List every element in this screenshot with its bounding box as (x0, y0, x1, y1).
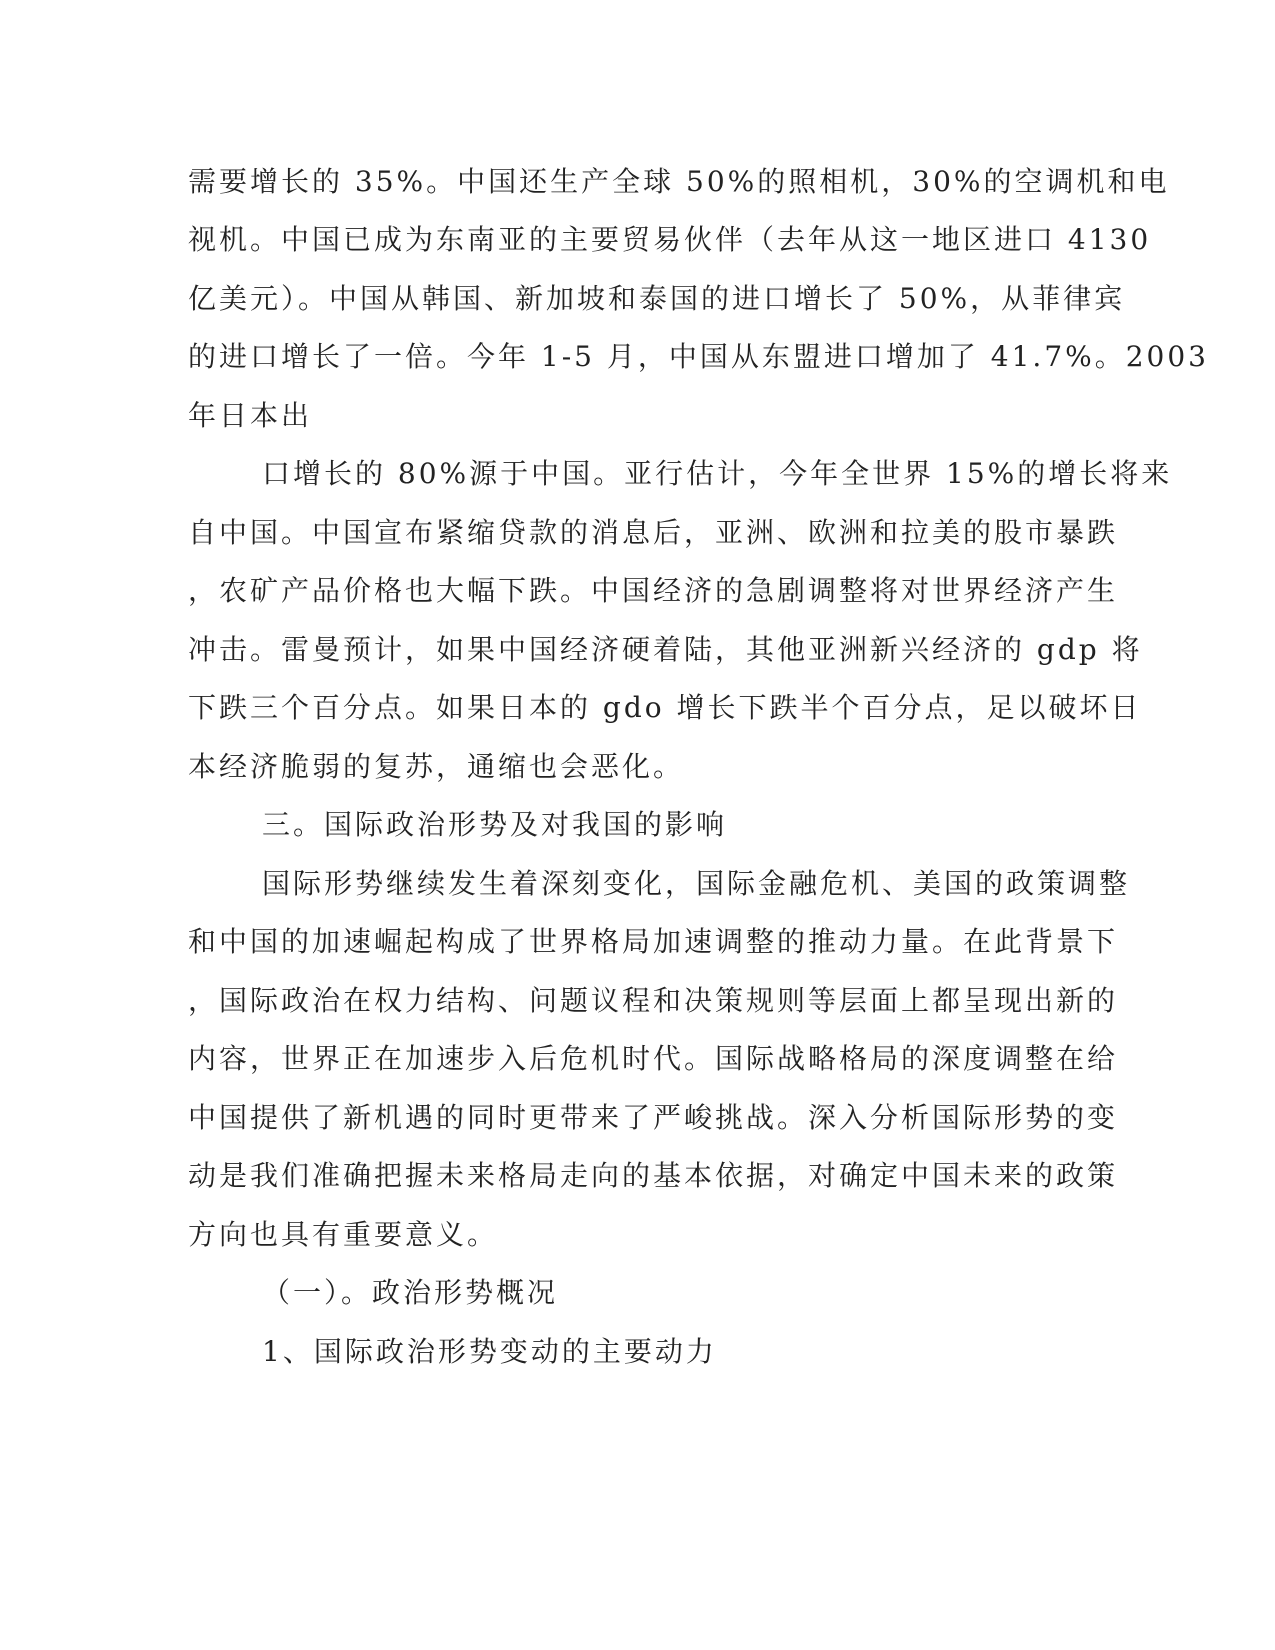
text-line-19: 方向也具有重要意义。 (188, 1218, 499, 1251)
section-heading: 三。国际政治形势及对我国的影响 (262, 808, 728, 841)
text-line-8: ，农矿产品价格也大幅下跌。中国经济的急剧调整将对世界经济产生 (188, 574, 1119, 607)
subsection-heading: （一）。政治形势概况 (262, 1276, 559, 1309)
text-line-1: 需要增长的 35%。中国还生产全球 50%的照相机，30%的空调机和电 (188, 165, 1170, 198)
text-line-17: 中国提供了新机遇的同时更带来了严峻挑战。深入分析国际形势的变 (188, 1101, 1119, 1134)
text-line-14: 和中国的加速崛起构成了世界格局加速调整的推动力量。在此背景下 (188, 925, 1119, 958)
text-line-15: ，国际政治在权力结构、问题议程和决策规则等层面上都呈现出新的 (188, 984, 1119, 1017)
text-line-5: 年日本出 (188, 399, 313, 432)
text-line-3: 亿美元）。中国从韩国、新加坡和泰国的进口增长了 50%，从菲律宾 (188, 282, 1126, 315)
text-line-2: 视机。中国已成为东南亚的主要贸易伙伴（去年从这一地区进口 4130 (188, 223, 1152, 256)
text-line-16: 内容，世界正在加速步入后危机时代。国际战略格局的深度调整在给 (188, 1042, 1119, 1075)
text-line-4: 的进口增长了一倍。今年 1-5 月，中国从东盟进口增加了 41.7%。2003 (188, 340, 1210, 373)
text-line-11: 本经济脆弱的复苏，通缩也会恶化。 (188, 750, 685, 783)
text-line-10: 下跌三个百分点。如果日本的 gdo 增长下跌半个百分点，足以破坏日 (188, 691, 1142, 724)
text-line-6: 口增长的 80%源于中国。亚行估计，今年全世界 15%的增长将来 (262, 457, 1173, 490)
text-line-7: 自中国。中国宣布紧缩贷款的消息后，亚洲、欧洲和拉美的股市暴跌 (188, 516, 1119, 549)
numbered-heading: 1、国际政治形势变动的主要动力 (262, 1335, 717, 1368)
text-line-9: 冲击。雷曼预计，如果中国经济硬着陆，其他亚洲新兴经济的 gdp 将 (188, 633, 1143, 666)
text-line-18: 动是我们准确把握未来格局走向的基本依据，对确定中国未来的政策 (188, 1159, 1119, 1192)
text-line-13: 国际形势继续发生着深刻变化，国际金融危机、美国的政策调整 (262, 867, 1131, 900)
